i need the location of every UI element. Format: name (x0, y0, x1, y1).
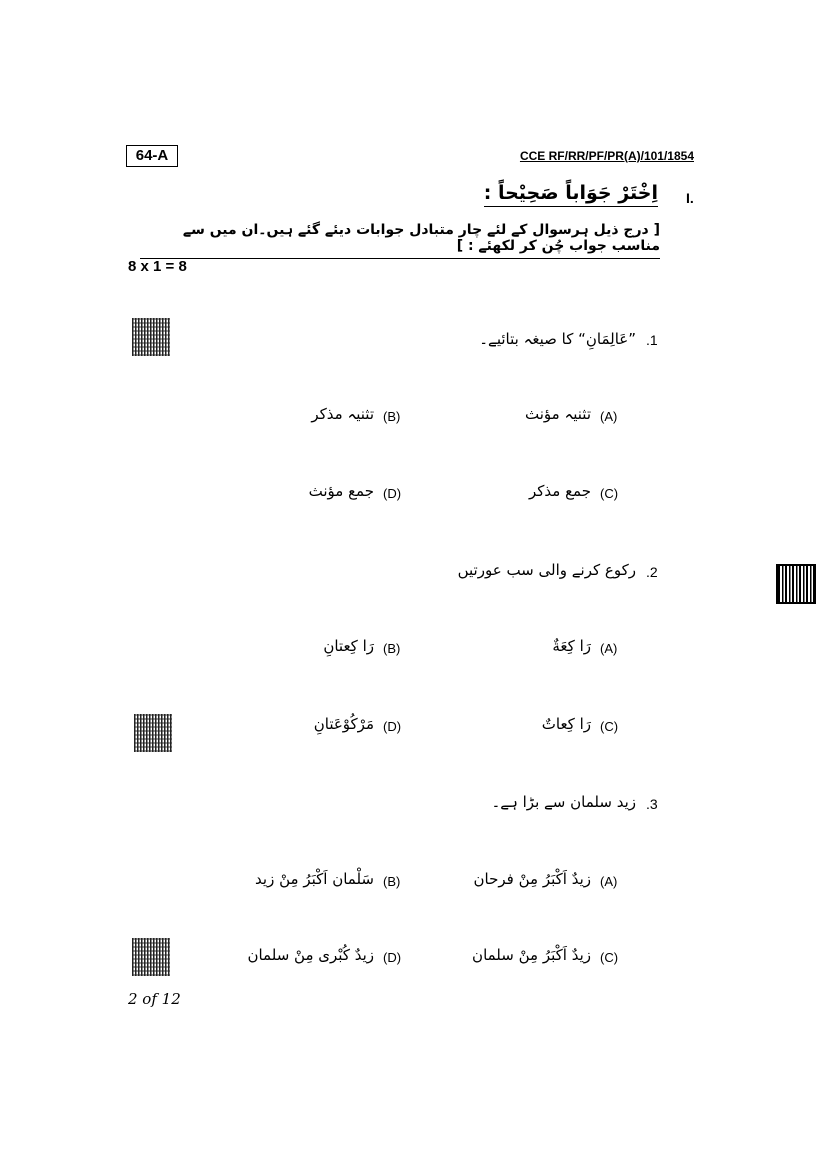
option-text: تثنیہ مؤنث (525, 405, 591, 423)
question-text: رکوع کرنے والی سب عورتیں (457, 561, 636, 579)
question-text: زید سلمان سے بڑا ہے۔ (491, 793, 636, 811)
option-text: سَلْمان اَكْبَرُ مِنْ زيد (255, 870, 374, 888)
option-text: تثنیہ مذکر (311, 405, 374, 423)
option-label: (B) (383, 641, 401, 656)
option-text: زيدٌ اَكْبَرُ مِنْ فرحان (473, 870, 591, 888)
option-label: (A) (600, 874, 618, 889)
option-label: (D) (383, 486, 402, 501)
exam-reference-code: CCE RF/RR/PF/PR(A)/101/1854 (519, 149, 694, 163)
qr-code-icon (134, 714, 172, 752)
marks-allocation: 8 x 1 = 8 (128, 258, 187, 275)
qr-code-icon (776, 564, 816, 604)
section-number: I. (686, 190, 694, 206)
option-label: (B) (383, 409, 401, 424)
section-title: اِخْتَرْ جَوَاباً صَحِیْحاً : (484, 182, 658, 207)
qr-code-icon (132, 318, 170, 356)
qr-code-icon (132, 938, 170, 976)
option-label: (A) (600, 409, 618, 424)
question-text: ”عَالِمَانِ“ کا صیغہ بتائیے۔ (479, 330, 636, 348)
section-instruction: [ درج ذیل ہرسوال کے لئے چار متبادل جوابات دیئے گئے ہیں۔ان میں سے مناسب جواب چُن کر لکھئے : ] (140, 222, 660, 259)
paper-code-box: 64-A (126, 145, 178, 167)
option-text: زيدٌ كُبْرى مِنْ سلمان (247, 946, 374, 964)
page-number: 2 of 12 (128, 990, 181, 1008)
option-text: رَا كِعتانِ (323, 637, 374, 655)
option-label: (C) (600, 486, 619, 501)
option-label: (D) (383, 950, 402, 965)
question-number: .1 (646, 332, 658, 348)
option-label: (C) (600, 719, 619, 734)
option-label: (D) (383, 719, 402, 734)
option-text: زيدٌ اَكْبَرُ مِنْ سلمان (472, 946, 591, 964)
option-label: (A) (600, 641, 618, 656)
option-text: جمع مؤنث (308, 482, 374, 500)
option-label: (B) (383, 874, 401, 889)
question-number: .2 (646, 564, 658, 580)
option-text: مَرْكُوْعَتانِ (313, 715, 374, 733)
option-text: رَا كِعاتٌ (541, 715, 591, 733)
option-text: جمع مذکر (528, 482, 591, 500)
option-label: (C) (600, 950, 619, 965)
option-text: رَا كِعَةٌ (552, 637, 591, 655)
question-number: .3 (646, 796, 658, 812)
